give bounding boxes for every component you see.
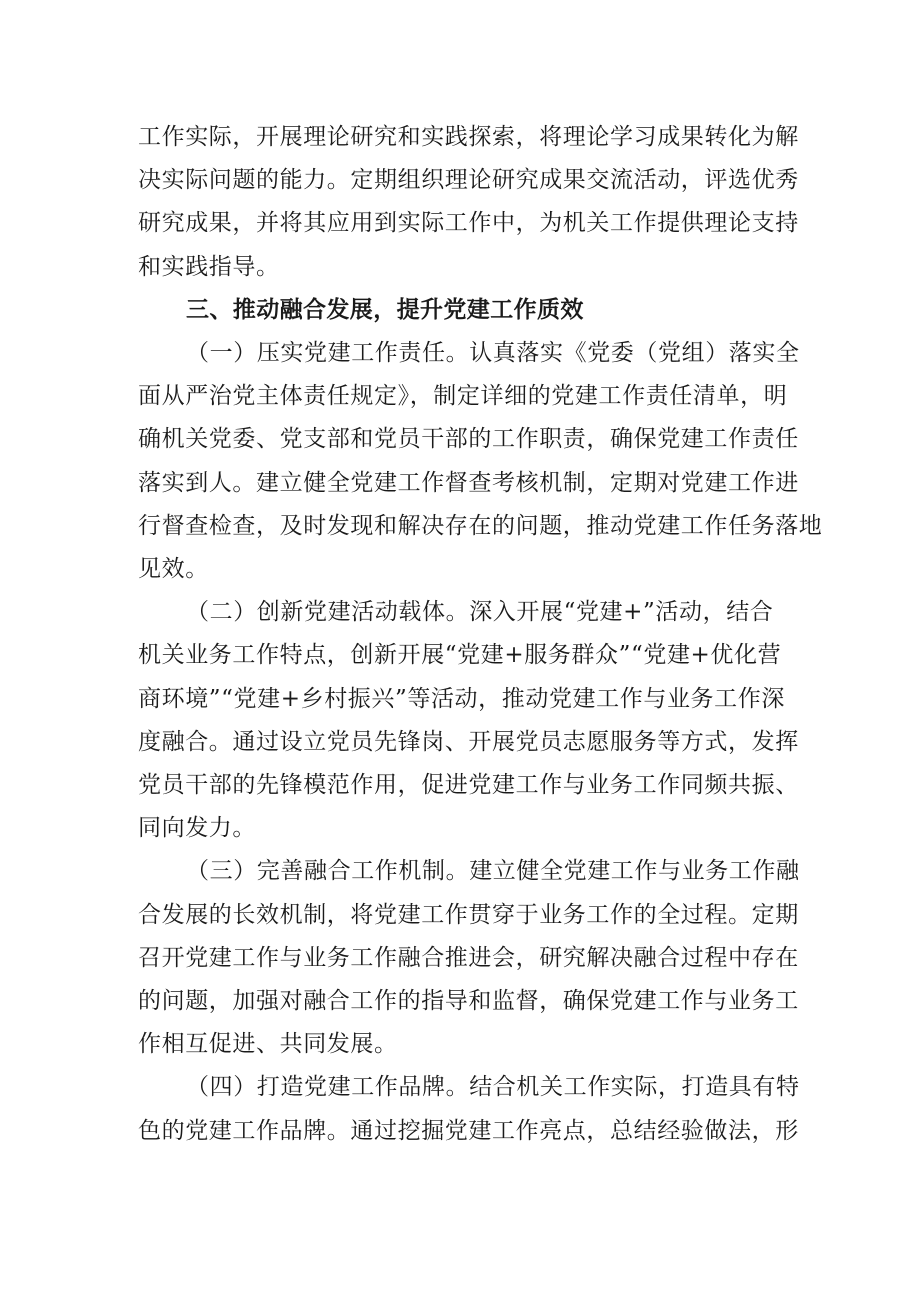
text-line: 行督查检查，及时发现和解决存在的问题，推动党建工作任务落地 <box>138 512 823 539</box>
text-line: 同向发力。 <box>138 815 256 842</box>
document-body <box>138 116 823 1153</box>
text-line: 和实践指导。 <box>138 253 280 280</box>
text-line: 机关业务工作特点，创新开展“党建+服务群众”“党建+优化营 <box>138 642 782 669</box>
text-line: 作相互促进、共同发展。 <box>138 1031 398 1058</box>
text-line: （二）创新党建活动载体。深入开展“党建+”活动，结合 <box>186 599 774 626</box>
text-line: （四）打造党建工作品牌。结合机关工作实际，打造具有特 <box>186 1074 800 1101</box>
text-line: 面从严治党主体责任规定》，制定详细的党建工作责任清单，明 <box>138 383 788 410</box>
text-line: 商环境”“党建+乡村振兴”等活动，推动党建工作与业务工作深 <box>138 685 785 712</box>
text-line: （三）完善融合工作机制。建立健全党建工作与业务工作融 <box>186 858 800 885</box>
text-line: （一）压实党建工作责任。认真落实《党委（党组）落实全 <box>186 340 800 367</box>
paragraph-brand-building <box>138 1066 800 1152</box>
text-line: 工作实际，开展理论研究和实践探索，将理论学习成果转化为解 <box>138 124 799 150</box>
text-line: 落实到人。建立健全党建工作督查考核机制，定期对党建工作进 <box>138 469 799 496</box>
paragraph-integration-mechanism <box>138 850 800 1066</box>
text-line: 决实际问题的能力。定期组织理论研究成果交流活动，评选优秀 <box>138 167 799 194</box>
text-line: 见效。 <box>138 556 209 583</box>
paragraph-activity-carrier <box>138 591 799 850</box>
text-line: 召开党建工作与业务工作融合推进会，研究解决融合过程中存在 <box>138 944 799 971</box>
paragraph-continued <box>138 116 799 289</box>
text-line: 研究成果，并将其应用到实际工作中，为机关工作提供理论支持 <box>138 210 799 237</box>
text-line: 确机关党委、党支部和党员干部的工作职责，确保党建工作责任 <box>138 426 799 453</box>
paragraph-responsibility <box>138 332 823 591</box>
text-line: 合发展的长效机制，将党建工作贯穿于业务工作的全过程。定期 <box>138 901 799 928</box>
section-heading: 三、推动融合发展，提升党建工作质效 <box>186 296 584 323</box>
text-line: 色的党建工作品牌。通过挖掘党建工作亮点，总结经验做法，形 <box>138 1117 799 1144</box>
text-line: 党员干部的先锋模范作用，促进党建工作与业务工作同频共振、 <box>138 772 799 799</box>
text-line: 度融合。通过设立党员先锋岗、开展党员志愿服务等方式，发挥 <box>138 728 799 755</box>
text-line: 的问题，加强对融合工作的指导和监督，确保党建工作与业务工 <box>138 988 799 1015</box>
